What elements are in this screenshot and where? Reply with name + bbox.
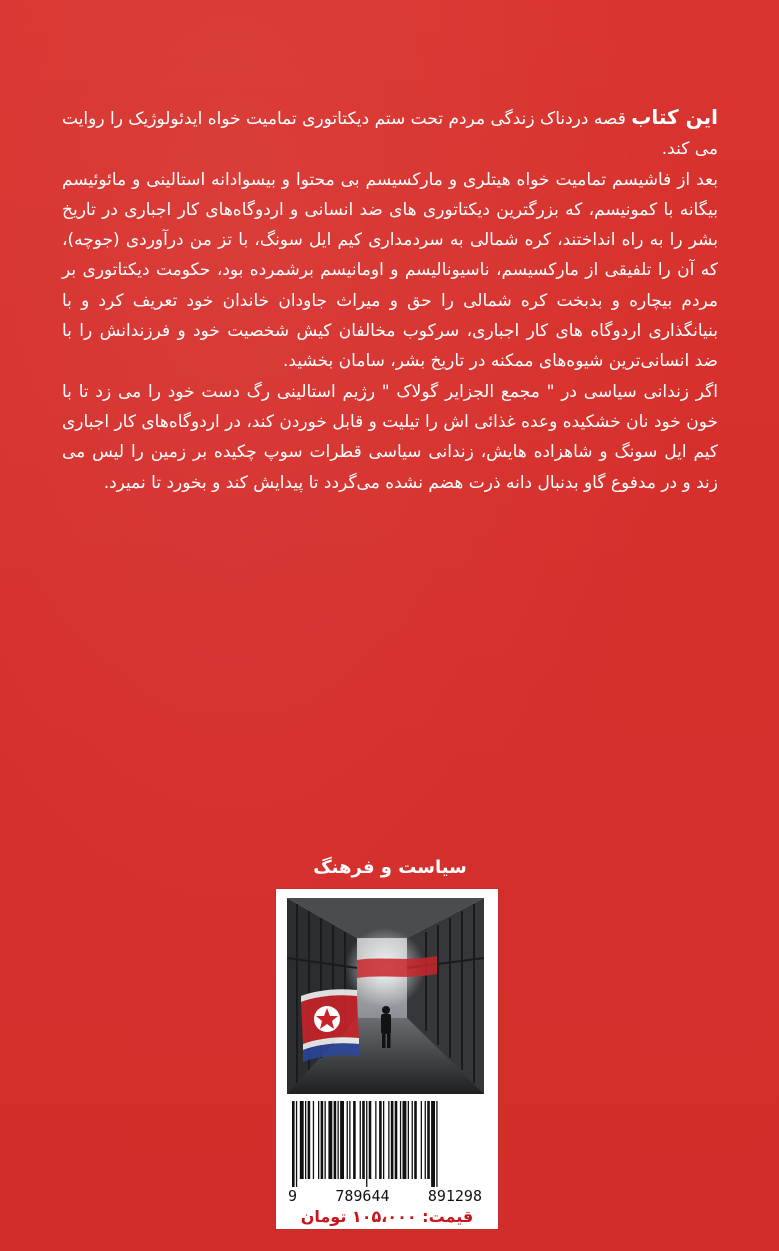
barcode-bar [349, 1101, 350, 1179]
barcode-bar [400, 1101, 401, 1179]
price-sticker [276, 889, 498, 1229]
price-currency: تومان [300, 1207, 347, 1226]
blurb-paragraph-1-text: قصه دردناک زندگی مردم تحت ستم دیکتاتوری تمامیت خواه ایدئولوژیک را روایت می کند. [62, 109, 718, 160]
barcode-bar [403, 1101, 407, 1179]
barcode-bar [305, 1101, 306, 1179]
blurb-paragraph-3: اگر زندانی سیاسی در " مجمع الجزایر گولاک " رژیم استالینی رگ دست خود را می زد تا با خون خود نان خشکیده وعده غذائی اش را تیلیت و قابل خوردن کند، در اردوگاه‌های کار اجباری کیم ایل سونگ و شاهزاده هایش، زندانی سیاسی قطرات سوپ چکیده بر زمین را لیس می زند و در مدفوع گاو بدنبال دانه ذرت هضم نشده می‌گردد تا پیدایش کند و بخورد تا نمیرد. [62, 381, 718, 493]
blurb-paragraph-1 [62, 102, 718, 165]
series-label: سیاست و فرهنگ [313, 857, 467, 878]
barcode-bar [360, 1101, 361, 1179]
barcode-bar [292, 1101, 295, 1187]
barcode-bar [366, 1101, 367, 1187]
barcode-bar [421, 1101, 422, 1179]
barcode-bar [353, 1101, 356, 1179]
barcode [288, 1101, 482, 1187]
barcode-bar [362, 1101, 365, 1179]
barcode-bar [296, 1101, 297, 1187]
price-label: قیمت: [422, 1207, 474, 1226]
barcode-bar [318, 1101, 319, 1179]
prison-corridor-image [287, 898, 484, 1094]
barcode-bar [412, 1101, 413, 1179]
barcode-bar [391, 1101, 394, 1179]
barcode-digit-group-2: 789644 [335, 1187, 390, 1205]
barcode-bar [414, 1101, 417, 1179]
barcode-bar [340, 1101, 344, 1179]
barcode-bar [321, 1101, 324, 1179]
barcode-bar [436, 1101, 437, 1187]
blurb-lead: این کتاب [631, 105, 718, 129]
barcode-bar [328, 1101, 332, 1179]
barcode-bar [313, 1101, 314, 1179]
barcode-bar [308, 1101, 311, 1179]
barcode-bar [300, 1101, 304, 1179]
barcode-digits [288, 1187, 482, 1205]
blurb-text [62, 102, 718, 498]
blurb-paragraph-2: بعد از فاشیسم تمامیت خواه هیتلری و مارکسیسم بی محتوا و بیسوادانه استالینی و مائوئیسم بیگانه با کمونیسم، که بزرگترین دیکتاتوری های ضد انسانی و اردوگاه‌های کار اجباری در تاریخ بشر را به راه انداختند، کره شمالی به سردمداری کیم ایل سونگ، با تز من درآوردی (جوچه)، که آن را تلفیقی از مارکسیسم، ناسیونالیسم و اومانیسم برشمرده بود، حکومت دیکتاتوری بر مردم بیچاره و بدبخت کره شمالی را حق و میراث جاودان خاندان خود تعریف کرد و با بنیانگذاری اردوگاه های کار اجباری، سرکوب مخالفان کیش شخصیت خود و فرزندانش را با ضد انسانی‌ترین شیوه‌های ممکنه در تاریخ بشر، سامان بخشید. [62, 169, 718, 372]
barcode-bar [369, 1101, 372, 1179]
barcode-digit-group-1: 9 [288, 1187, 298, 1205]
barcode-bar [395, 1101, 398, 1179]
barcode-bar [388, 1101, 389, 1179]
cover-photo [287, 898, 484, 1094]
barcode-bars [288, 1101, 482, 1187]
barcode-bar [427, 1101, 430, 1179]
barcode-bar [431, 1101, 435, 1187]
barcode-bar [379, 1101, 382, 1179]
barcode-bar [325, 1101, 326, 1179]
barcode-bar [425, 1101, 426, 1179]
barcode-bar [334, 1101, 337, 1179]
price-amount: ۱۰۵،۰۰۰ [351, 1207, 417, 1226]
barcode-bar [338, 1101, 339, 1179]
barcode-bar [347, 1101, 348, 1179]
price [282, 1207, 492, 1226]
barcode-digit-group-3: 891298 [427, 1187, 482, 1205]
barcode-bar [375, 1101, 376, 1179]
barcode-bar [408, 1101, 409, 1179]
barcode-bar [383, 1101, 384, 1179]
